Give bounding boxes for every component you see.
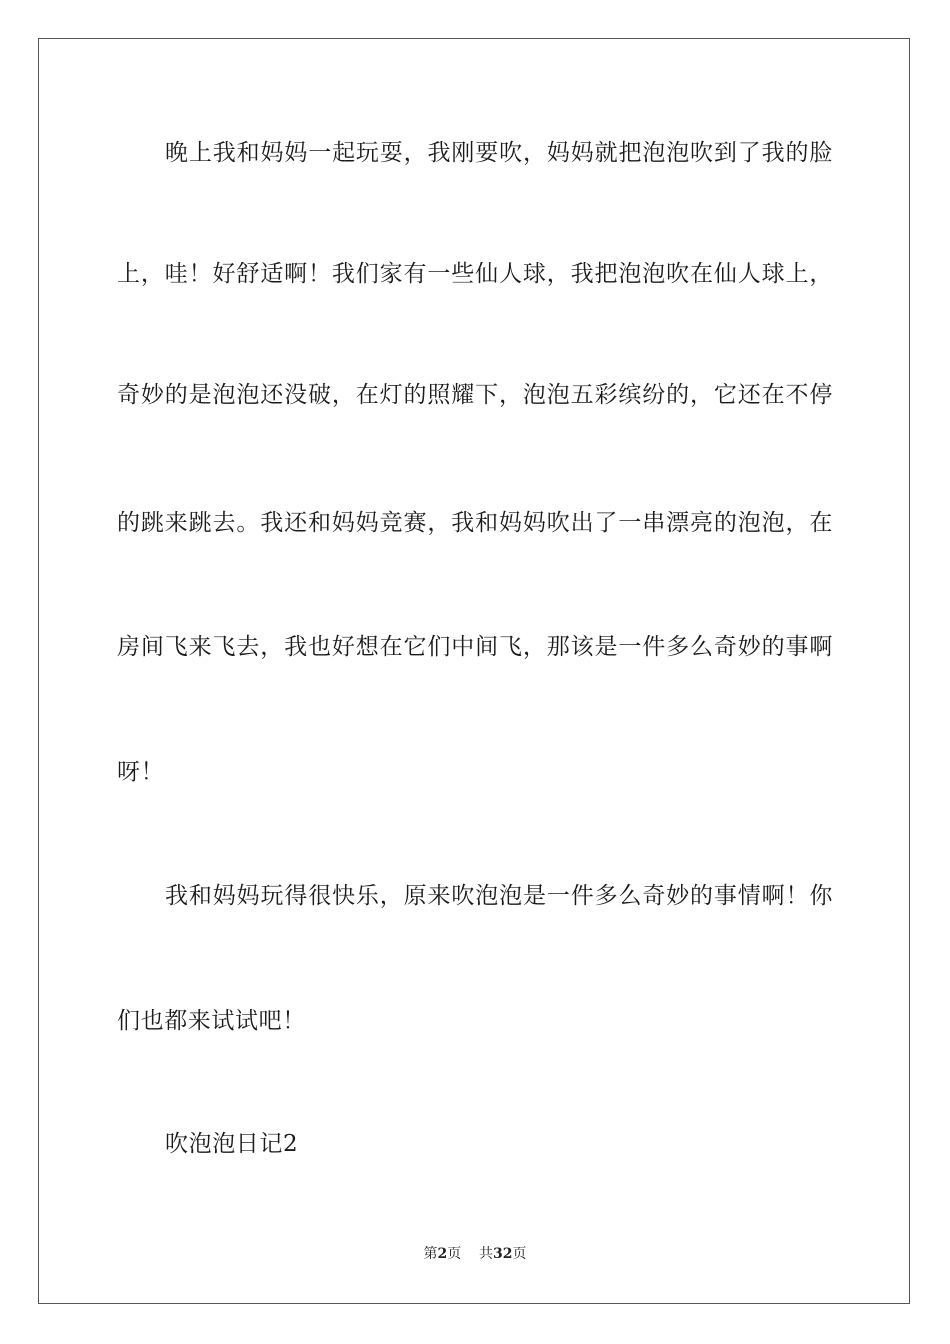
paragraph-1-line-4: 的跳来跳去。我还和妈妈竞赛，我和妈妈吹出了一串漂亮的泡泡，在 [117, 510, 833, 536]
footer-current-page: 2 [437, 1246, 448, 1262]
footer-total-pages: 32 [493, 1246, 513, 1262]
paragraph-1-line-6: 呀！ [117, 759, 165, 785]
footer-page-suffix: 页 [447, 1246, 462, 1262]
paragraph-1-line-3: 奇妙的是泡泡还没破，在灯的照耀下，泡泡五彩缤纷的，它还在不停 [117, 382, 833, 408]
paragraph-1-line-5: 房间飞来飞去，我也好想在它们中间飞，那该是一件多么奇妙的事啊 [117, 634, 833, 660]
footer-total-prefix: 共 [479, 1246, 494, 1262]
footer-page-prefix: 第 [423, 1246, 438, 1262]
page-border [38, 38, 910, 1304]
paragraph-2-line-2: 们也都来试试吧！ [117, 1008, 306, 1034]
page-footer [0, 1244, 950, 1264]
section-heading: 吹泡泡日记2 [165, 1131, 299, 1157]
paragraph-1-line-1: 晚上我和妈妈一起玩耍，我刚要吹，妈妈就把泡泡吹到了我的脸 [165, 140, 833, 166]
footer-total-suffix: 页 [512, 1246, 527, 1262]
paragraph-1-line-2: 上，哇！好舒适啊！我们家有一些仙人球，我把泡泡吹在仙人球上， [117, 261, 833, 287]
paragraph-2-line-1: 我和妈妈玩得很快乐，原来吹泡泡是一件多么奇妙的事情啊！你 [165, 883, 833, 909]
